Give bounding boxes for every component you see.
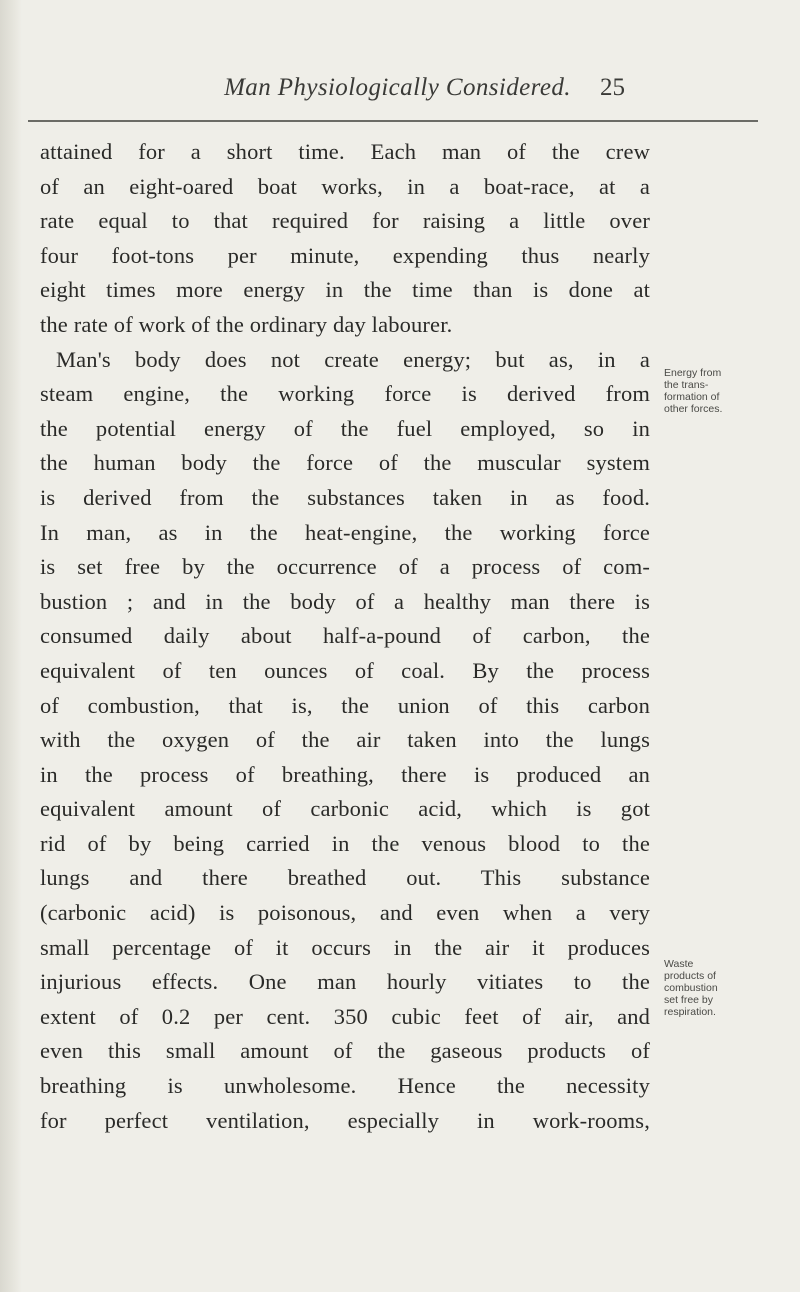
body-line: rid of by being carried in the venous blood to the bbox=[40, 830, 650, 856]
body-line: In man, as in the heat-engine, the working force bbox=[40, 519, 650, 545]
body-line: of combustion, that is, the union of this carbon bbox=[40, 692, 650, 718]
body-line: is set free by the occurrence of a process of com- bbox=[40, 554, 650, 580]
body-line: equivalent of ten ounces of coal. By the process bbox=[40, 657, 650, 683]
page-header bbox=[170, 74, 625, 114]
margin-note-line: products of bbox=[664, 970, 716, 982]
body-line: eight times more energy in the time than is done at bbox=[40, 277, 650, 303]
margin-note-energy bbox=[664, 367, 774, 415]
body-line: of an eight-oared boat works, in a boat-race, at a bbox=[40, 173, 650, 199]
body-line: small percentage of it occurs in the air it produces bbox=[40, 934, 650, 960]
margin-note-line: formation of bbox=[664, 391, 720, 403]
margin-note-line: Energy from bbox=[664, 367, 722, 379]
margin-note-line: respiration. bbox=[664, 1006, 716, 1018]
body-line: even this small amount of the gaseous products of bbox=[40, 1038, 650, 1064]
body-line: lungs and there breathed out. This substance bbox=[40, 865, 650, 891]
body-line: extent of 0.2 per cent. 350 cubic feet of air, and bbox=[40, 1003, 650, 1029]
margin-note-line: other forces. bbox=[664, 403, 723, 415]
body-line: the human body the force of the muscular system bbox=[40, 450, 650, 476]
body-line: four foot-tons per minute, expending thus nearly bbox=[40, 242, 650, 268]
body-line: Man's body does not create energy; but as, in a bbox=[56, 346, 650, 372]
body-line: bustion ; and in the body of a healthy man there is bbox=[40, 588, 650, 614]
margin-note-waste bbox=[664, 958, 774, 1018]
body-line: with the oxygen of the air taken into the lungs bbox=[40, 727, 650, 753]
body-line: rate equal to that required for raising a little over bbox=[40, 208, 650, 234]
body-line: (carbonic acid) is poisonous, and even when a very bbox=[40, 900, 650, 926]
body-line: in the process of breathing, there is produced an bbox=[40, 761, 650, 787]
header-rule bbox=[28, 120, 758, 122]
body-line: the potential energy of the fuel employed, so in bbox=[40, 415, 650, 441]
margin-note-line: set free by bbox=[664, 994, 714, 1006]
body-line: attained for a short time. Each man of the crew bbox=[40, 139, 650, 164]
margin-note-line: the trans- bbox=[664, 379, 709, 391]
page-edge-shadow bbox=[0, 0, 22, 1292]
body-line: the rate of work of the ordinary day labourer. bbox=[40, 311, 453, 337]
running-head: Man Physiologically Considered. bbox=[224, 74, 571, 101]
body-line: breathing is unwholesome. Hence the necessity bbox=[40, 1073, 650, 1099]
body-line: injurious effects. One man hourly vitiates to the bbox=[40, 969, 650, 995]
body-text bbox=[40, 135, 650, 1138]
body-line: consumed daily about half-a-pound of carbon, the bbox=[40, 623, 650, 649]
margin-note-line: Waste bbox=[664, 958, 694, 970]
margin-note-line: combustion bbox=[664, 982, 718, 994]
body-line: steam engine, the working force is derived from bbox=[40, 381, 650, 407]
body-line: for perfect ventilation, especially in work-rooms, bbox=[40, 1107, 650, 1133]
body-line: is derived from the substances taken in as food. bbox=[40, 484, 650, 510]
body-line: equivalent amount of carbonic acid, which is got bbox=[40, 796, 650, 822]
page-number: 25 bbox=[600, 74, 625, 101]
